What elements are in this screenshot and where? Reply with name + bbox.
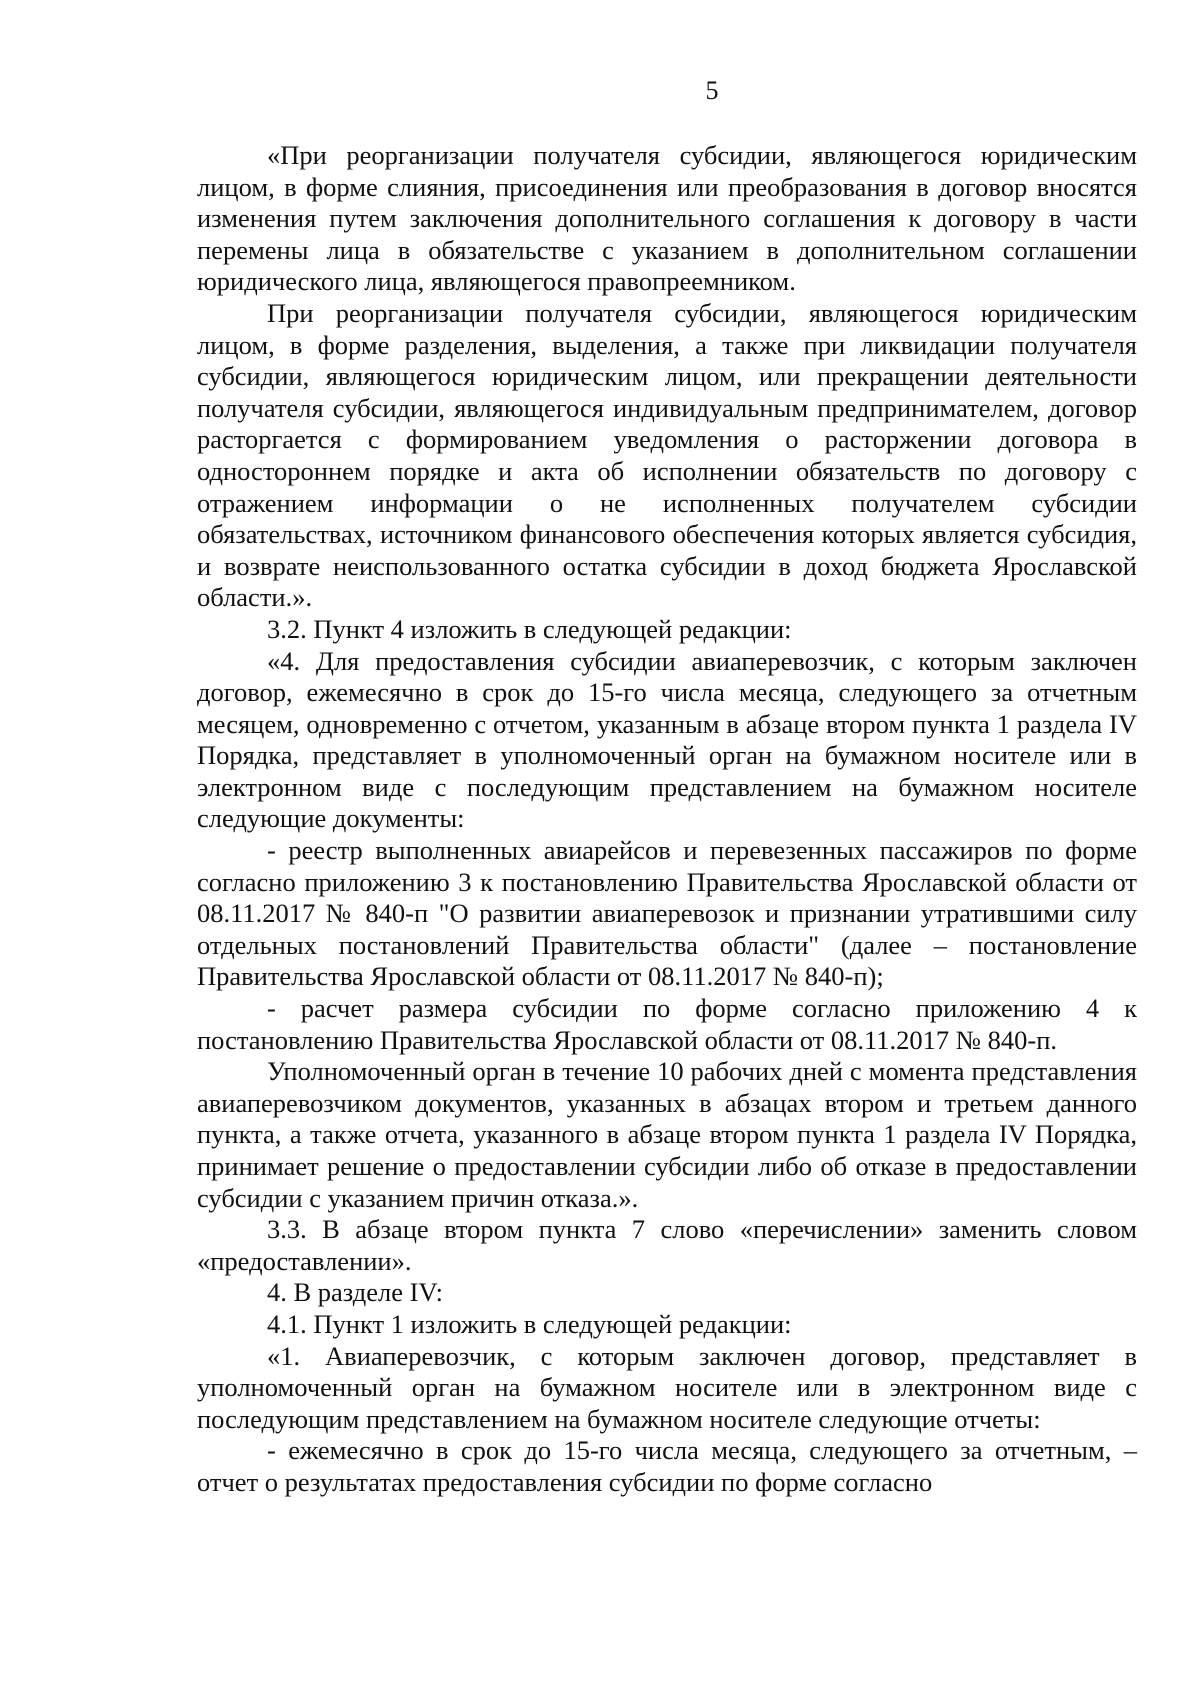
paragraph-registry-bullet: - реестр выполненных авиарейсов и перевезенных пассажиров по форме согласно приложению 3 к постановлению Правительства Ярославской области от 08.11.2017 № 840-п "О развитии авиаперевозок и признании утратившими силу отдельных постановлений Правительства области" (далее – постановление Правительства Ярославской области от 08.11.2017 № 840-п); (197, 835, 1137, 992)
document-body (197, 140, 1137, 1499)
paragraph-monthly-report: - ежемесячно в срок до 15-го числа месяца, следующего за отчетным, – отчет о результатах предоставления субсидии по форме согласно (197, 1435, 1137, 1497)
paragraph-section-4: 4. В разделе IV: (267, 1277, 444, 1308)
paragraph-clause-3-3: 3.3. В абзаце втором пункта 7 слово «перечислении» заменить словом «предоставлении». (197, 1214, 1137, 1276)
paragraph-clause-4-1: 4.1. Пункт 1 изложить в следующей редакции: (267, 1308, 792, 1339)
page-number: 5 (705, 76, 719, 105)
paragraph-item-1-reports: «1. Авиаперевозчик, с которым заключен договор, представляет в уполномоченный орган на бумажном носителе или в электронном виде с последующим представлением на бумажном носителе следующие отчеты: (197, 1340, 1137, 1434)
paragraph-authorized-body: Уполномоченный орган в течение 10 рабочих дней с момента представления авиаперевозчиком документов, указанных в абзацах втором и третьем данного пункта, а также отчета, указанного в абзаце втором пункта 1 раздела IV Порядка, принимает решение о предоставлении субсидии либо об отказе в предоставлении субсидии с указанием причин отказа.». (197, 1056, 1137, 1213)
paragraph-reorganization-division: При реорганизации получателя субсидии, являющегося юридическим лицом, в форме разделения, выделения, а также при ликвидации получателя субсидии, являющегося юридическим лицом, или прекращении деятельности получателя субсидии, являющегося индивидуальным предпринимателем, договор расторгается с формированием уведомления о расторжении договора в одностороннем порядке и акта об исполнении обязательств по договору с отражением информации о не исполненных получателем субсидии обязательствах, источником финансового обеспечения которых является субсидия, и возврате неиспользованного остатка субсидии в доход бюджета Ярославской области.». (197, 297, 1137, 613)
paragraph-clause-3-2: 3.2. Пункт 4 изложить в следующей редакции: (267, 613, 792, 644)
paragraph-calculation-bullet: - расчет размера субсидии по форме согласно приложению 4 к постановлению Правительства Ярославской области от 08.11.2017 № 840-п. (197, 993, 1137, 1055)
paragraph-reorganization-merger: «При реорганизации получателя субсидии, являющегося юридическим лицом, в форме слияния, присоединения или преобразования в договор вносятся изменения путем заключения дополнительного соглашения к договору в части перемены лица в обязательстве с указанием в дополнительном соглашении юридического лица, являющегося правопреемником. (197, 140, 1137, 297)
paragraph-item-4: «4. Для предоставления субсидии авиаперевозчик, с которым заключен договор, ежемесячно в срок до 15-го числа месяца, следующего за отчетным месяцем, одновременно с отчетом, указанным в абзаце втором пункта 1 раздела IV Порядка, представляет в уполномоченный орган на бумажном носителе или в электронном виде с последующим представлением на бумажном носителе следующие документы: (197, 645, 1137, 834)
